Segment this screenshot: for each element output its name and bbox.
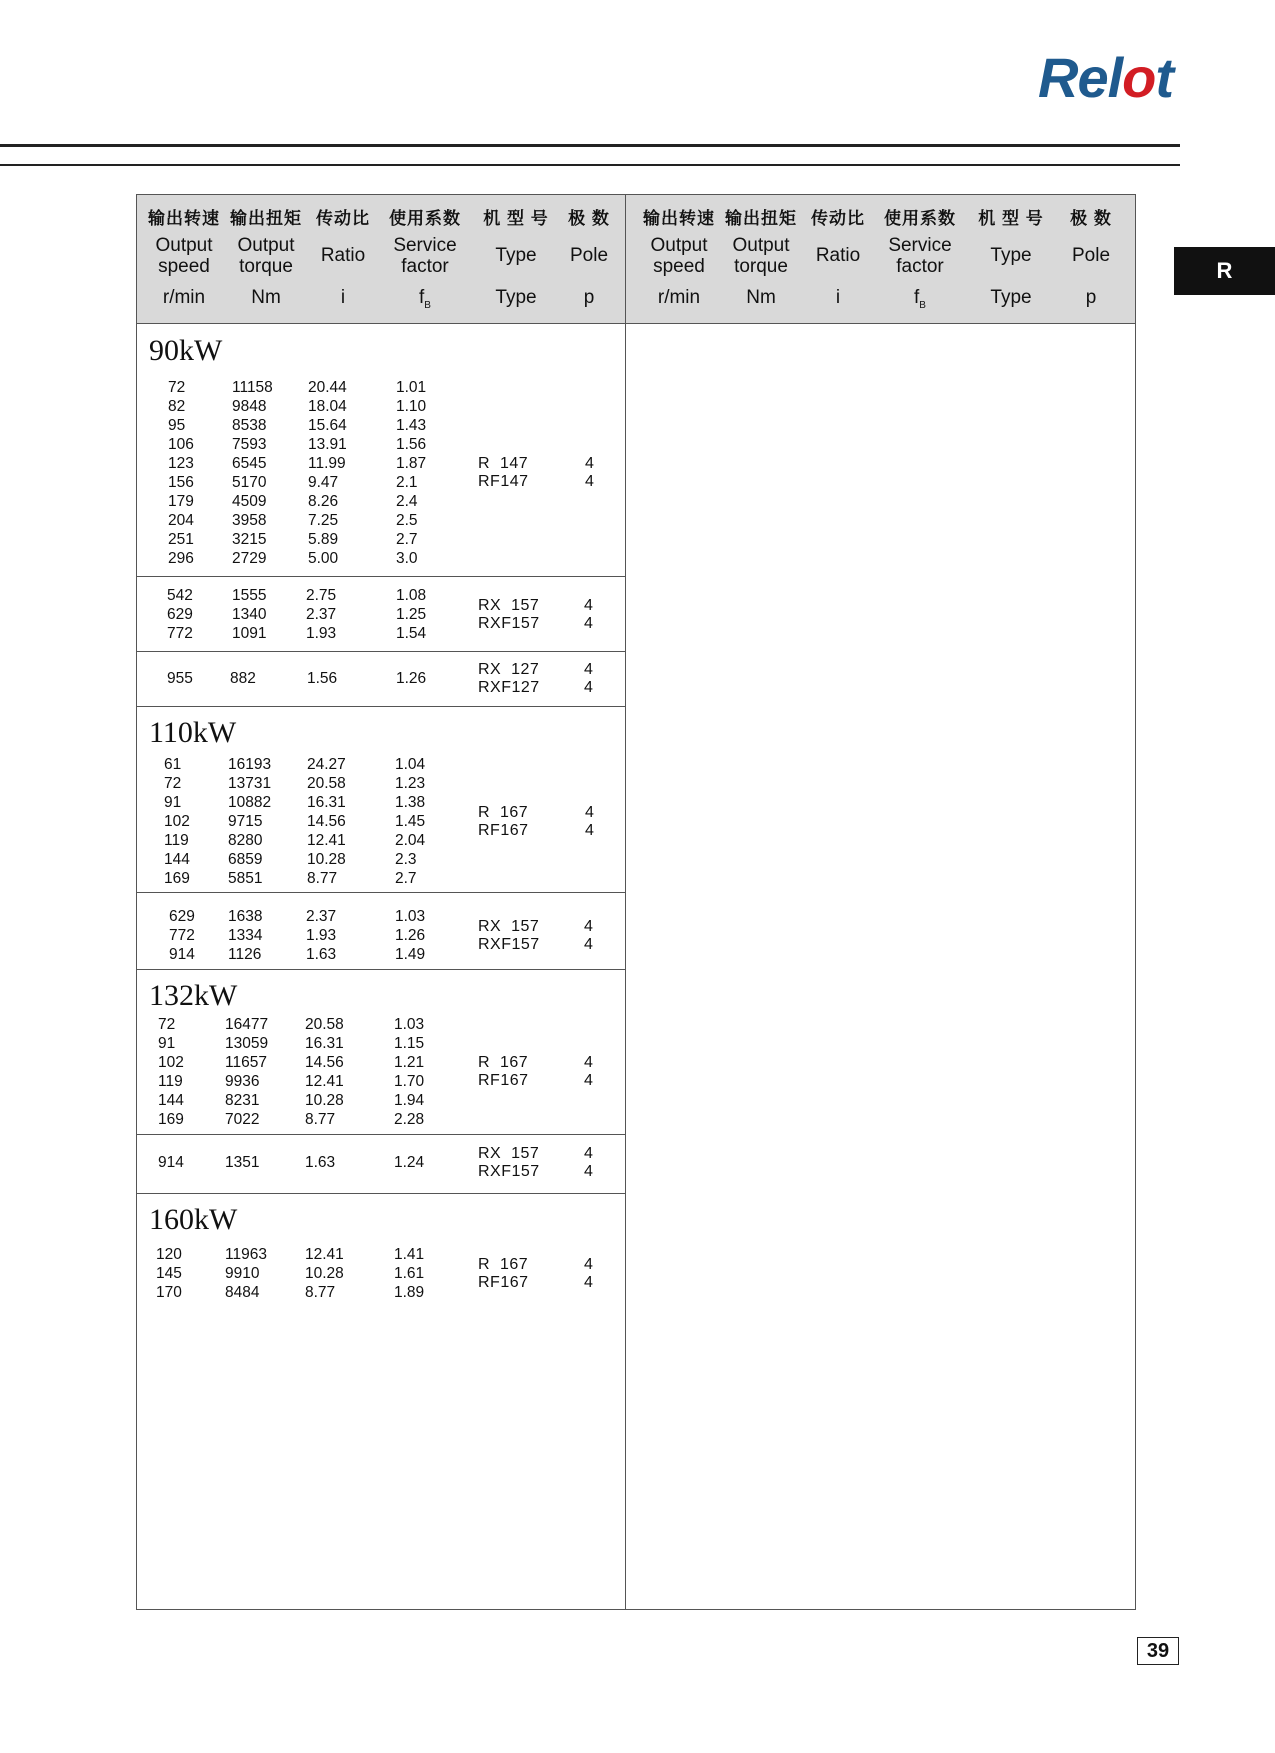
header-unit-text: p	[1085, 287, 1097, 308]
type-value: RX 157	[478, 917, 540, 935]
sf-value: 2.7	[395, 870, 417, 887]
torque-value: 1340	[232, 606, 267, 623]
ratio-column	[305, 1015, 344, 1129]
column-divider	[625, 194, 626, 1610]
sf-value: 2.04	[395, 832, 426, 849]
torque-value: 6859	[228, 851, 263, 868]
ratio-column	[305, 1245, 344, 1302]
header-en-line: Output	[237, 235, 295, 256]
type-value: RX 127	[478, 660, 540, 678]
header-cn-label: 输出扭矩	[725, 209, 797, 228]
torque-value: 1638	[228, 908, 263, 925]
speed-value: 251	[168, 531, 194, 548]
speed-value: 61	[164, 756, 182, 773]
torque-value: 8280	[228, 832, 263, 849]
header-en-line: Ratio	[815, 245, 861, 266]
pole-count	[584, 1054, 593, 1090]
speed-value: 169	[164, 870, 190, 887]
pole-value: 4	[584, 1072, 594, 1089]
torque-value: 9715	[228, 813, 263, 830]
torque-value: 8538	[232, 417, 267, 434]
ratio-value: 24.27	[307, 756, 346, 773]
type-value: RX 157	[478, 596, 540, 614]
sf-value: 1.43	[396, 417, 427, 434]
header-en-line: speed	[158, 256, 210, 277]
ratio-column	[306, 907, 336, 964]
type-value: RXF157	[478, 614, 540, 632]
speed-value: 95	[168, 417, 186, 434]
ratio-value: 9.47	[308, 474, 339, 491]
type-value: RX 157	[478, 1144, 540, 1162]
power-rating-title: 160kW	[149, 1203, 238, 1236]
speed-value: 914	[158, 1154, 184, 1171]
torque-value: 13059	[225, 1035, 269, 1052]
group-separator	[137, 1193, 625, 1194]
sf-value: 2.28	[394, 1111, 425, 1128]
type-value: RF147	[478, 473, 529, 490]
pole-value: 4	[585, 821, 595, 839]
section-tab: R	[1174, 247, 1275, 295]
sf-value: 2.4	[396, 493, 418, 510]
sf-value: 2.5	[396, 512, 418, 529]
torque-column	[225, 1015, 268, 1129]
header-unit-text: f	[419, 287, 425, 308]
ratio-value: 5.89	[308, 531, 339, 548]
gear-unit-type	[478, 804, 529, 840]
header-unit-text: r/min	[162, 287, 206, 308]
speed-value: 91	[158, 1035, 176, 1052]
speed-column	[167, 586, 193, 643]
type-value: RF167	[478, 1072, 529, 1089]
header-cn-label: 输出转速	[643, 209, 715, 228]
sf-value: 2.7	[396, 531, 418, 548]
speed-value: 179	[168, 493, 194, 510]
pole-value: 4	[584, 917, 594, 935]
ratio-column	[308, 378, 347, 568]
power-rating-title: 132kW	[149, 979, 238, 1012]
header-en-line: factor	[896, 256, 944, 277]
power-rating-title: 90kW	[149, 334, 223, 367]
header-cn-label: 输出扭矩	[230, 209, 302, 228]
ratio-value: 2.75	[306, 587, 337, 604]
torque-value: 1555	[232, 587, 267, 604]
torque-value: 5170	[232, 474, 267, 491]
header-en-line: Pole	[569, 245, 609, 266]
sf-value: 1.94	[394, 1092, 425, 1109]
speed-value: 169	[158, 1111, 184, 1128]
sf-column	[395, 755, 425, 888]
speed-column	[158, 1015, 184, 1129]
ratio-value: 1.93	[306, 625, 337, 642]
torque-value: 9848	[232, 398, 267, 415]
speed-value: 772	[167, 625, 193, 642]
speed-value: 955	[167, 670, 193, 687]
header-cn-label: 传动比	[811, 209, 865, 228]
header-cn-label: 使用系数	[884, 209, 956, 228]
header-unit-label	[1036, 287, 1146, 309]
speed-value: 144	[164, 851, 190, 868]
header-cn-label: 输出转速	[148, 209, 220, 228]
header-en-label	[1036, 245, 1146, 266]
torque-value: 8484	[225, 1284, 260, 1301]
ratio-value: 16.31	[307, 794, 346, 811]
type-value: R 147	[478, 455, 529, 472]
page-number: 39	[1137, 1637, 1179, 1665]
pole-value: 4	[584, 678, 594, 696]
type-value: RF167	[478, 821, 529, 839]
torque-value: 5851	[228, 870, 263, 887]
ratio-value: 11.99	[308, 455, 346, 472]
ratio-value: 12.41	[305, 1246, 344, 1263]
gear-unit-type	[478, 661, 540, 697]
header-cn-label: 机 型 号	[483, 209, 549, 228]
header-cn-label: 传动比	[316, 209, 370, 228]
ratio-value: 13.91	[308, 436, 347, 453]
sf-value: 2.3	[395, 851, 417, 868]
ratio-column	[307, 755, 346, 888]
header-unit-text: i	[340, 287, 346, 308]
torque-value: 2729	[232, 550, 267, 567]
header-cn-label: 极 数	[568, 209, 610, 228]
speed-value: 629	[169, 908, 195, 925]
sf-value: 1.89	[394, 1284, 425, 1301]
torque-value: 11657	[225, 1054, 267, 1071]
ratio-value: 7.25	[308, 512, 339, 529]
torque-value: 9910	[225, 1265, 260, 1282]
ratio-value: 10.28	[305, 1092, 344, 1109]
speed-value: 296	[168, 550, 194, 567]
torque-value: 1351	[225, 1154, 260, 1171]
gear-unit-type	[478, 455, 529, 491]
sf-value: 1.03	[395, 908, 426, 925]
speed-value: 119	[164, 832, 189, 849]
speed-value: 72	[158, 1016, 176, 1033]
sf-value: 1.26	[396, 670, 427, 687]
torque-value: 3215	[232, 531, 267, 548]
ratio-column	[307, 669, 337, 688]
torque-value: 4509	[232, 493, 267, 510]
speed-value: 102	[158, 1054, 184, 1071]
pole-value: 4	[584, 1144, 594, 1162]
sf-column	[394, 1015, 424, 1129]
ratio-value: 8.26	[308, 493, 339, 510]
ratio-value: 1.63	[306, 946, 337, 963]
header-en-line: Output	[650, 235, 708, 256]
sf-value: 1.45	[395, 813, 426, 830]
type-value: RXF127	[478, 678, 540, 696]
sf-value: 1.01	[396, 379, 427, 396]
ratio-value: 16.31	[305, 1035, 344, 1052]
sf-value: 1.15	[394, 1035, 425, 1052]
torque-column	[232, 586, 266, 643]
sf-value: 1.87	[396, 455, 427, 472]
pole-count	[584, 1256, 593, 1292]
gear-unit-type	[478, 1256, 529, 1292]
torque-column	[230, 669, 256, 688]
torque-column	[228, 755, 271, 888]
torque-value: 882	[230, 670, 256, 687]
pole-value: 4	[585, 803, 595, 821]
speed-value: 119	[158, 1073, 183, 1090]
ratio-value: 8.77	[305, 1111, 336, 1128]
group-separator	[137, 576, 625, 577]
ratio-value: 20.58	[307, 775, 346, 792]
gear-unit-type	[478, 1145, 540, 1181]
type-value: RXF157	[478, 1162, 540, 1180]
sf-value: 3.0	[396, 550, 418, 567]
header-cn-label: 极 数	[1070, 209, 1112, 228]
torque-value: 8231	[225, 1092, 260, 1109]
sf-column	[395, 907, 425, 964]
pole-value: 4	[584, 1255, 594, 1273]
sf-value: 1.26	[395, 927, 426, 944]
speed-value: 629	[167, 606, 193, 623]
torque-value: 1334	[228, 927, 263, 944]
sf-value: 1.56	[396, 436, 427, 453]
sf-value: 2.1	[396, 474, 418, 491]
group-separator	[137, 706, 625, 707]
header-en-line: speed	[653, 256, 705, 277]
speed-value: 123	[168, 455, 194, 472]
header-unit-text: f	[914, 287, 920, 308]
group-separator	[137, 892, 625, 893]
speed-value: 72	[164, 775, 182, 792]
header-unit-subscript: B	[424, 299, 431, 311]
type-value: RXF157	[478, 935, 540, 953]
ratio-value: 15.64	[308, 417, 347, 434]
header-en-line: Type	[990, 245, 1032, 266]
ratio-value: 14.56	[305, 1054, 344, 1071]
ratio-value: 2.37	[306, 606, 337, 623]
speed-value: 72	[168, 379, 186, 396]
torque-value: 7022	[225, 1111, 260, 1128]
torque-value: 10882	[228, 794, 272, 811]
speed-value: 120	[156, 1246, 182, 1263]
torque-column	[225, 1153, 259, 1172]
sf-value: 1.61	[394, 1265, 425, 1282]
header-en-line: Service	[393, 235, 457, 256]
header-rule-top	[0, 144, 1180, 147]
torque-value: 11963	[225, 1246, 267, 1263]
pole-value: 4	[584, 1273, 594, 1291]
sf-column	[396, 586, 426, 643]
selection-table	[136, 194, 1136, 1610]
speed-value: 91	[164, 794, 182, 811]
sf-value: 1.38	[395, 794, 426, 811]
torque-value: 16477	[225, 1016, 269, 1033]
header-unit-text: p	[583, 287, 595, 308]
ratio-value: 10.28	[305, 1265, 344, 1282]
sf-value: 1.03	[394, 1016, 425, 1033]
relot-logo: Relot	[1038, 46, 1174, 109]
pole-value: 4	[584, 1162, 594, 1180]
type-value: R 167	[478, 803, 529, 821]
torque-value: 1126	[228, 946, 262, 963]
speed-column	[164, 755, 190, 888]
speed-column	[158, 1153, 184, 1172]
power-rating-title: 110kW	[149, 716, 237, 749]
sf-column	[394, 1245, 424, 1302]
header-en-line: Service	[888, 235, 952, 256]
pole-value: 4	[584, 596, 594, 614]
ratio-value: 1.56	[307, 670, 338, 687]
speed-value: 145	[156, 1265, 182, 1282]
gear-unit-type	[478, 918, 540, 954]
torque-column	[232, 378, 273, 568]
pole-count	[584, 661, 593, 697]
ratio-value: 8.77	[305, 1284, 336, 1301]
group-separator	[137, 651, 625, 652]
speed-value: 204	[168, 512, 194, 529]
sf-value: 1.25	[396, 606, 427, 623]
ratio-value: 8.77	[307, 870, 338, 887]
torque-value: 13731	[228, 775, 272, 792]
torque-value: 1091	[232, 625, 267, 642]
pole-count	[584, 1145, 593, 1181]
pole-count	[585, 804, 594, 840]
type-value: R 167	[478, 1255, 529, 1273]
speed-value: 102	[164, 813, 190, 830]
ratio-value: 20.44	[308, 379, 347, 396]
ratio-value: 12.41	[307, 832, 346, 849]
pole-count	[584, 597, 593, 633]
speed-value: 170	[156, 1284, 182, 1301]
sf-value: 1.54	[396, 625, 427, 642]
group-separator	[137, 969, 625, 970]
ratio-value: 20.58	[305, 1016, 344, 1033]
torque-column	[228, 907, 262, 964]
ratio-column	[306, 586, 336, 643]
header-unit-text: r/min	[657, 287, 701, 308]
torque-column	[225, 1245, 267, 1302]
ratio-value: 12.41	[305, 1073, 344, 1090]
speed-value: 106	[168, 436, 194, 453]
header-unit-text: Nm	[746, 287, 776, 308]
pole-value: 4	[584, 1054, 594, 1071]
speed-column	[168, 378, 194, 568]
pole-count	[584, 918, 593, 954]
ratio-value: 1.63	[305, 1154, 336, 1171]
speed-column	[156, 1245, 182, 1302]
header-unit-text: Type	[990, 287, 1032, 308]
torque-value: 11158	[232, 379, 273, 396]
pole-count	[585, 455, 594, 491]
torque-value: 9936	[225, 1073, 260, 1090]
speed-value: 144	[158, 1092, 184, 1109]
sf-value: 1.70	[394, 1073, 425, 1090]
speed-value: 156	[168, 474, 194, 491]
torque-value: 16193	[228, 756, 272, 773]
pole-value: 4	[584, 935, 594, 953]
sf-value: 1.21	[394, 1054, 425, 1071]
sf-value: 1.41	[394, 1246, 425, 1263]
gear-unit-type	[478, 1054, 529, 1090]
header-en-line: factor	[401, 256, 449, 277]
gear-unit-type	[478, 597, 540, 633]
sf-value: 1.10	[396, 398, 427, 415]
ratio-value: 14.56	[307, 813, 346, 830]
speed-column	[167, 669, 193, 688]
header-unit-text: Type	[495, 287, 537, 308]
torque-value: 6545	[232, 455, 267, 472]
ratio-column	[305, 1153, 335, 1172]
sf-value: 1.49	[395, 946, 426, 963]
header-en-line: Output	[155, 235, 213, 256]
header-en-line: Output	[732, 235, 790, 256]
header-en-line: Type	[495, 245, 537, 266]
header-cn-label: 机 型 号	[978, 209, 1044, 228]
torque-value: 7593	[232, 436, 267, 453]
header-cn-label: 使用系数	[389, 209, 461, 228]
sf-value: 1.24	[394, 1154, 425, 1171]
sf-value: 1.08	[396, 587, 427, 604]
speed-value: 82	[168, 398, 186, 415]
pole-value: 4	[584, 614, 594, 632]
speed-value: 542	[167, 587, 193, 604]
speed-column	[169, 907, 195, 964]
header-en-line: Ratio	[320, 245, 366, 266]
type-value: RF167	[478, 1273, 529, 1291]
ratio-value: 18.04	[308, 398, 347, 415]
speed-value: 772	[169, 927, 195, 944]
ratio-value: 5.00	[308, 550, 339, 567]
header-en-line: torque	[239, 256, 293, 277]
speed-value: 914	[169, 946, 195, 963]
sf-value: 1.23	[395, 775, 426, 792]
header-en-line: Pole	[1071, 245, 1111, 266]
header-unit-text: i	[835, 287, 841, 308]
sf-column	[394, 1153, 424, 1172]
header-en-line: torque	[734, 256, 788, 277]
ratio-value: 2.37	[306, 908, 337, 925]
pole-value: 4	[584, 660, 594, 678]
sf-value: 1.04	[395, 756, 426, 773]
ratio-value: 1.93	[306, 927, 337, 944]
pole-value: 4	[585, 473, 595, 490]
group-separator	[137, 1134, 625, 1135]
ratio-value: 10.28	[307, 851, 346, 868]
header-unit-text: Nm	[251, 287, 281, 308]
pole-value: 4	[585, 455, 595, 472]
header-unit-subscript: B	[919, 299, 926, 311]
header-rule-bottom	[0, 164, 1180, 166]
sf-column	[396, 669, 426, 688]
torque-value: 3958	[232, 512, 267, 529]
sf-column	[396, 378, 426, 568]
type-value: R 167	[478, 1054, 529, 1071]
